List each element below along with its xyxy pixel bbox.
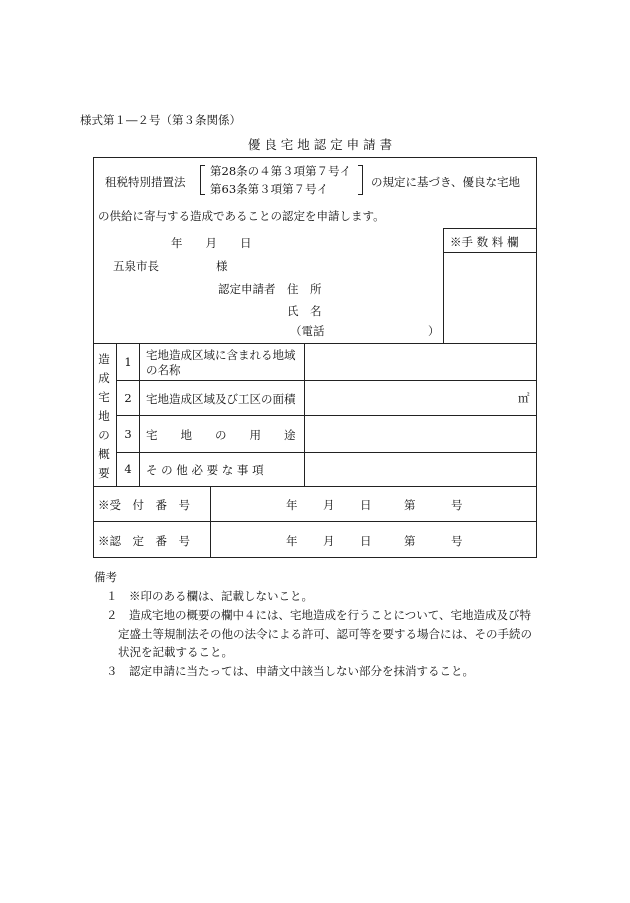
certification-day: 日 — [360, 534, 372, 548]
note-item: ３ 認定申請に当たっては、申請文中該当しない部分を抹消すること。 — [106, 664, 474, 678]
fee-box-label-line — [443, 252, 536, 253]
row-label: 宅地造成区域及び工区の面積 — [146, 392, 296, 406]
row-number: 2 — [124, 391, 132, 405]
note-item: １ ※印のある欄は、記載しないこと。 — [106, 589, 313, 603]
overview-char: 要 — [98, 466, 110, 480]
receipt-year: 年 — [286, 498, 298, 512]
certification-go: 号 — [451, 534, 463, 548]
statement-line-1: の規定に基づき、優良な宅地 — [371, 175, 521, 189]
receipt-go: 号 — [451, 498, 463, 512]
number-section-divider — [210, 486, 211, 558]
overview-char: 造 — [98, 352, 110, 366]
name-label: 氏 名 — [287, 304, 322, 318]
row-label: 宅地造成区域に含まれる地域の名称 — [146, 348, 296, 377]
row-number: 3 — [124, 427, 132, 441]
certification-number-label: ※認 定 番 号 — [98, 534, 190, 548]
overview-char: 宅 — [98, 390, 110, 404]
overview-heading — [94, 350, 114, 483]
form-number: 様式第１―２号（第３条関係） — [80, 113, 241, 127]
note-item-continuation: 状況を記載すること。 — [118, 645, 233, 659]
right-bracket — [358, 165, 363, 195]
article-option-2: 第63条第３項第７号イ — [210, 182, 329, 196]
fee-label: ※手 数 料 欄 — [450, 235, 519, 249]
row-label: そ の 他 必 要 な 事 項 — [146, 463, 264, 477]
area-unit: ㎡ — [518, 391, 530, 405]
note-item-continuation: 定盛土等規制法その他の法令による許可、認可等を要する場合には、その手続の — [118, 627, 532, 641]
statement-line-2: の供給に寄与する造成であることの認定を申請します。 — [98, 209, 385, 223]
overview-char: 地 — [98, 409, 110, 423]
application-date: 年 月 日 — [171, 236, 252, 250]
article-option-1: 第28条の４第３項第７号イ — [210, 164, 352, 178]
addressee: 五泉市長 — [113, 259, 159, 273]
overview-row-line-3 — [116, 452, 537, 453]
address-label: 住 所 — [287, 282, 322, 296]
fee-box-top-line — [443, 228, 536, 229]
certification-year: 年 — [286, 534, 298, 548]
applicant-label: 認定申請者 — [218, 282, 276, 296]
law-name: 租税特別措置法 — [105, 175, 186, 189]
row-label: 宅 地 の 用 途 — [146, 428, 296, 442]
certification-dai: 第 — [404, 534, 416, 548]
row-number: 4 — [124, 462, 132, 476]
note-item: ２ 造成宅地の概要の欄中４には、宅地造成を行うことについて、宅地造成及び特 — [106, 608, 532, 622]
receipt-month: 月 — [323, 498, 335, 512]
overview-char: 成 — [98, 371, 110, 385]
overview-char: 概 — [98, 447, 110, 461]
overview-row-line-2 — [116, 415, 537, 416]
certification-month: 月 — [323, 534, 335, 548]
document-title: 優 良 宅 地 認 定 申 請 書 — [247, 137, 393, 152]
receipt-day: 日 — [360, 498, 372, 512]
phone-label: （電話 ） — [290, 324, 440, 338]
receipt-bottom-line — [93, 521, 537, 522]
receipt-dai: 第 — [404, 498, 416, 512]
overview-bottom-line — [93, 486, 537, 487]
addressee-honorific: 様 — [216, 259, 228, 273]
receipt-number-label: ※受 付 番 号 — [98, 498, 190, 512]
notes-title: 備考 — [94, 570, 117, 584]
left-bracket — [200, 165, 205, 195]
fee-box-left-line — [443, 228, 444, 343]
row-number: 1 — [124, 355, 132, 369]
overview-row-line-1 — [116, 380, 537, 381]
overview-top-line — [93, 343, 537, 344]
overview-char: の — [98, 428, 110, 442]
